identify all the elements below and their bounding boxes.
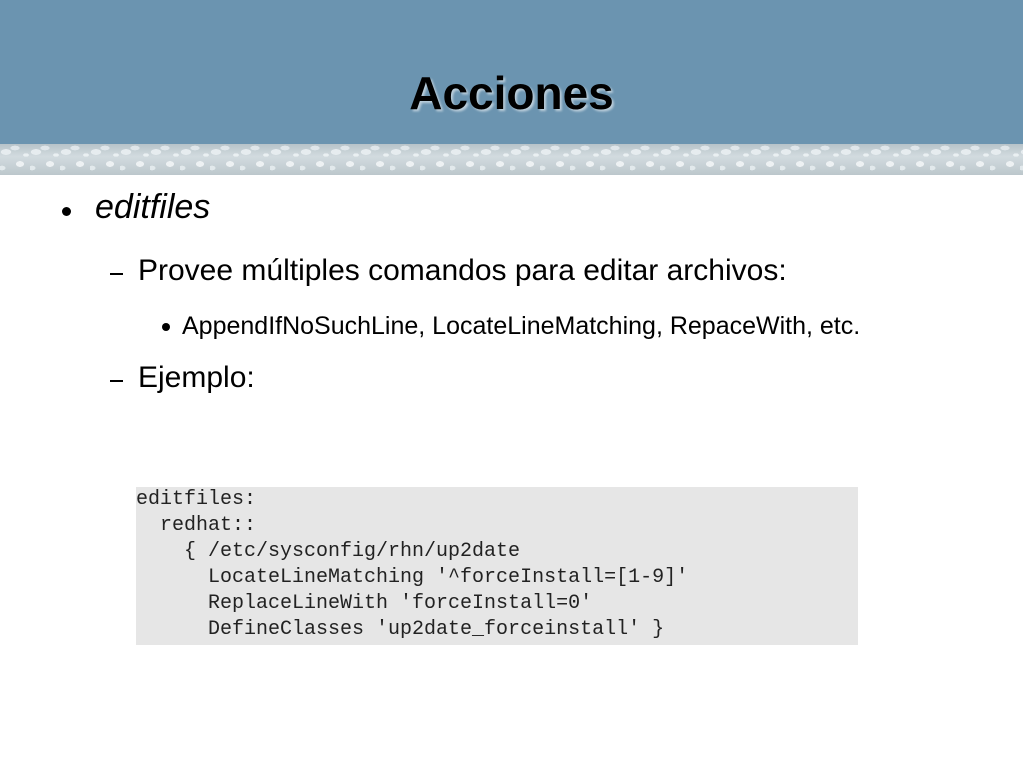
stone-texture-band: [0, 144, 1023, 175]
sub-bullet-example: Ejemplo:: [138, 361, 255, 394]
code-line: LocateLineMatching '^forceInstall=[1-9]': [136, 566, 689, 589]
code-line: redhat::: [136, 514, 257, 537]
bullet-dot-icon: [162, 323, 170, 331]
code-line: ReplaceLineWith 'forceInstall=0': [136, 592, 593, 615]
code-line: DefineClasses 'up2date_forceinstall' }: [136, 618, 665, 641]
bullet-dot-icon: [62, 207, 71, 216]
code-line: editfiles:: [136, 488, 257, 511]
sub-sub-bullet-commands: AppendIfNoSuchLine, LocateLineMatching, RepaceWith, etc.: [182, 312, 861, 340]
dash-bullet-icon: [110, 273, 123, 275]
bullet-editfiles: editfiles: [95, 188, 211, 226]
sub-bullet-description: Provee múltiples comandos para editar archivos:: [138, 254, 787, 287]
code-line: { /etc/sysconfig/rhn/up2date: [136, 540, 521, 563]
dash-bullet-icon: [110, 380, 123, 382]
slide-title: Acciones: [409, 67, 614, 119]
